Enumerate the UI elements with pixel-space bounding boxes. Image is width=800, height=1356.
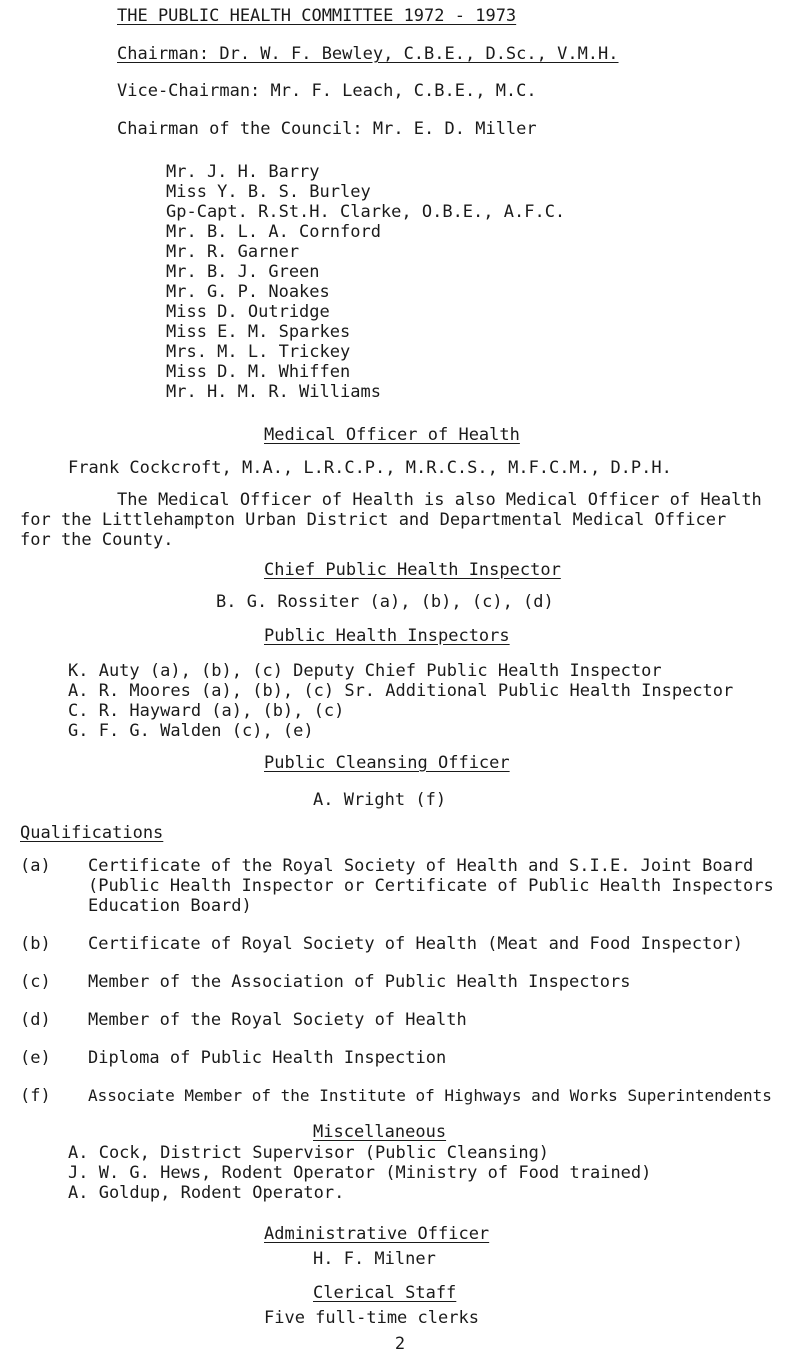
list-item: Miss D. Outridge [166, 302, 330, 322]
list-item: Mr. R. Garner [166, 242, 300, 262]
qualification-key: (c) [20, 972, 51, 992]
list-item: Mr. B. L. A. Cornford [166, 222, 381, 242]
list-item: Mr. H. M. R. Williams [166, 382, 381, 402]
list-item: K. Auty (a), (b), (c) Deputy Chief Public Health Inspector [68, 661, 662, 681]
moh-heading: Medical Officer of Health [264, 425, 520, 445]
qualification-key: (e) [20, 1048, 51, 1068]
moh-note-1: The Medical Officer of Health is also Medical Officer of Health [117, 490, 762, 510]
list-item: Miss D. M. Whiffen [166, 362, 351, 382]
list-item: J. W. G. Hews, Rodent Operator (Ministry of Food trained) [68, 1163, 652, 1183]
chairman-label: Chairman: Dr. W. F. Bewley, C.B.E., D.Sc., V.M.H. [117, 44, 619, 64]
qualification-key: (b) [20, 934, 51, 954]
qualification-text: Certificate of the Royal Society of Health and S.I.E. Joint Board [88, 856, 754, 876]
list-item: G. F. G. Walden (c), (e) [68, 721, 314, 741]
list-item: Miss Y. B. S. Burley [166, 182, 371, 202]
page-title: THE PUBLIC HEALTH COMMITTEE 1972 - 1973 [117, 6, 517, 26]
chief-phi-heading: Chief Public Health Inspector [264, 560, 561, 580]
list-item: Mrs. M. L. Trickey [166, 342, 351, 362]
qualification-key: (f) [20, 1086, 51, 1106]
list-item: Miss E. M. Sparkes [166, 322, 351, 342]
list-item: A. R. Moores (a), (b), (c) Sr. Additional Public Health Inspector [68, 681, 734, 701]
qualification-key: (a) [20, 856, 51, 876]
chief-phi-name: B. G. Rossiter (a), (b), (c), (d) [216, 592, 554, 612]
list-item: Gp-Capt. R.St.H. Clarke, O.B.E., A.F.C. [166, 202, 566, 222]
cleansing-name: A. Wright (f) [313, 790, 447, 810]
page-number: 2 [394, 1334, 406, 1354]
qualification-text: Diploma of Public Health Inspection [88, 1048, 447, 1068]
clerical-heading: Clerical Staff [313, 1283, 457, 1303]
clerical-text: Five full-time clerks [264, 1308, 479, 1328]
council-chairman-line: Chairman of the Council: Mr. E. D. Miller [117, 119, 537, 139]
misc-heading: Miscellaneous [313, 1122, 447, 1142]
list-item: Mr. G. P. Noakes [166, 282, 330, 302]
moh-note-2: for the Littlehampton Urban District and Departmental Medical Officer [20, 510, 727, 530]
qualification-text: Education Board) [88, 896, 252, 916]
cleansing-heading: Public Cleansing Officer [264, 753, 510, 773]
list-item: Mr. B. J. Green [166, 262, 320, 282]
qualification-text: Associate Member of the Institute of Highways and Works Superintendents [88, 1086, 772, 1105]
qualifications-heading: Qualifications [20, 823, 164, 843]
vice-chairman-line: Vice-Chairman: Mr. F. Leach, C.B.E., M.C. [117, 81, 537, 101]
list-item: Mr. J. H. Barry [166, 162, 320, 182]
moh-name: Frank Cockcroft, M.A., L.R.C.P., M.R.C.S., M.F.C.M., D.P.H. [68, 458, 672, 478]
admin-heading: Administrative Officer [264, 1224, 490, 1244]
qualification-key: (d) [20, 1010, 51, 1030]
moh-note-3: for the County. [20, 530, 174, 550]
chairman-line [117, 44, 619, 64]
list-item: A. Cock, District Supervisor (Public Cleansing) [68, 1143, 550, 1163]
phi-heading: Public Health Inspectors [264, 626, 510, 646]
qualification-text: Certificate of Royal Society of Health (Meat and Food Inspector) [88, 934, 744, 954]
list-item: A. Goldup, Rodent Operator. [68, 1183, 345, 1203]
qualification-text: Member of the Royal Society of Health [88, 1010, 467, 1030]
qualification-text: (Public Health Inspector or Certificate of Public Health Inspectors [88, 876, 774, 896]
qualification-text: Member of the Association of Public Health Inspectors [88, 972, 631, 992]
admin-name: H. F. Milner [313, 1249, 436, 1269]
list-item: C. R. Hayward (a), (b), (c) [68, 701, 345, 721]
